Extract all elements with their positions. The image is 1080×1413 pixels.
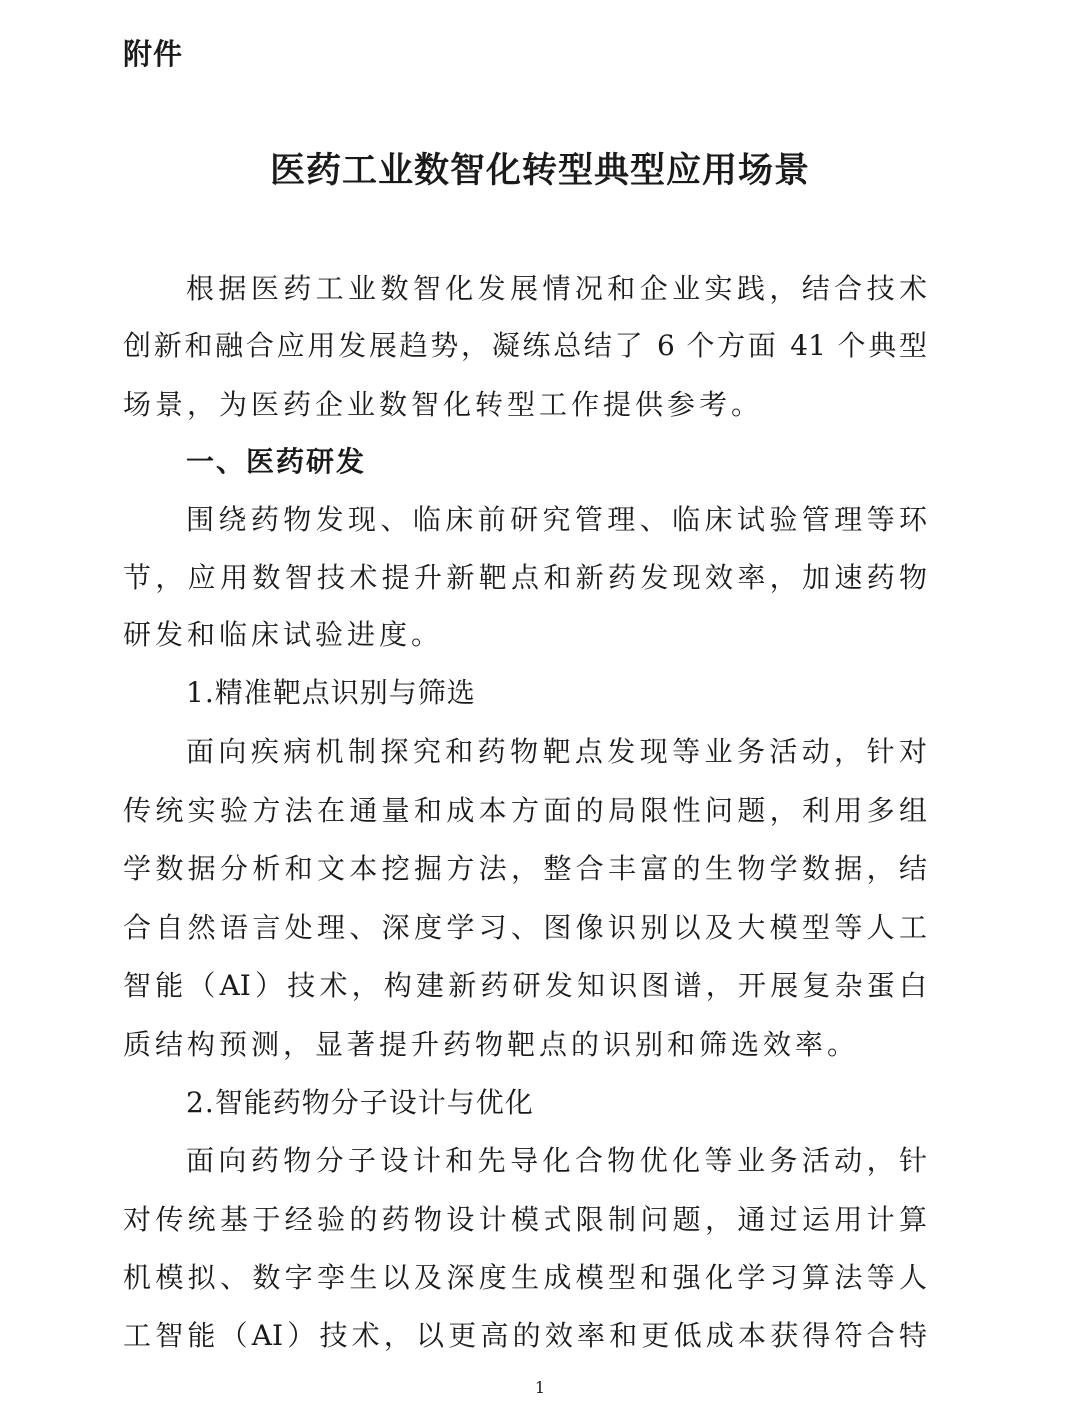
paragraph-line: 场景，为医药企业数智化转型工作提供参考。 <box>123 388 764 421</box>
paragraph-line: 对传统基于经验的药物设计模式限制问题，通过运用计算 <box>123 1203 927 1236</box>
paragraph-line: 学数据分析和文本挖掘方法，整合丰富的生物学数据，结 <box>123 852 927 885</box>
paragraph-line: 合自然语言处理、深度学习、图像识别以及大模型等人工 <box>123 911 927 944</box>
paragraph-line: 质结构预测，显著提升药物靶点的识别和筛选效率。 <box>123 1028 860 1061</box>
paragraph-line: 根据医药工业数智化发展情况和企业实践，结合技术 <box>186 272 927 305</box>
paragraph-line: 创新和融合应用发展趋势，凝练总结了 6 个方面 41 个典型 <box>123 329 927 362</box>
section-heading: 一、医药研发 <box>186 445 367 478</box>
page-number: 1 <box>534 1378 546 1397</box>
paragraph-line: 机模拟、数字孪生以及深度生成模型和强化学习算法等人 <box>123 1261 927 1294</box>
paragraph-line: 智能（AI）技术，构建新药研发知识图谱，开展复杂蛋白 <box>123 969 927 1002</box>
paragraph-line: 传统实验方法在通量和成本方面的局限性问题，利用多组 <box>123 794 927 827</box>
paragraph-line: 围绕药物发现、临床前研究管理、临床试验管理等环 <box>186 503 927 536</box>
paragraph-line: 工智能（AI）技术，以更高的效率和更低成本获得符合特 <box>123 1319 927 1352</box>
document-title: 医药工业数智化转型典型应用场景 <box>269 151 810 191</box>
item-heading: 1.精准靶点识别与筛选 <box>186 676 476 709</box>
paragraph-line: 面向药物分子设计和先导化合物优化等业务活动，针 <box>186 1144 927 1177</box>
paragraph-line: 研发和临床试验进度。 <box>123 618 444 651</box>
paragraph-line: 节，应用数智技术提升新靶点和新药发现效率，加速药物 <box>123 561 927 594</box>
paragraph-line: 面向疾病机制探究和药物靶点发现等业务活动，针对 <box>186 735 927 768</box>
attachment-label: 附件 <box>123 37 184 71</box>
item-heading: 2.智能药物分子设计与优化 <box>186 1086 534 1119</box>
